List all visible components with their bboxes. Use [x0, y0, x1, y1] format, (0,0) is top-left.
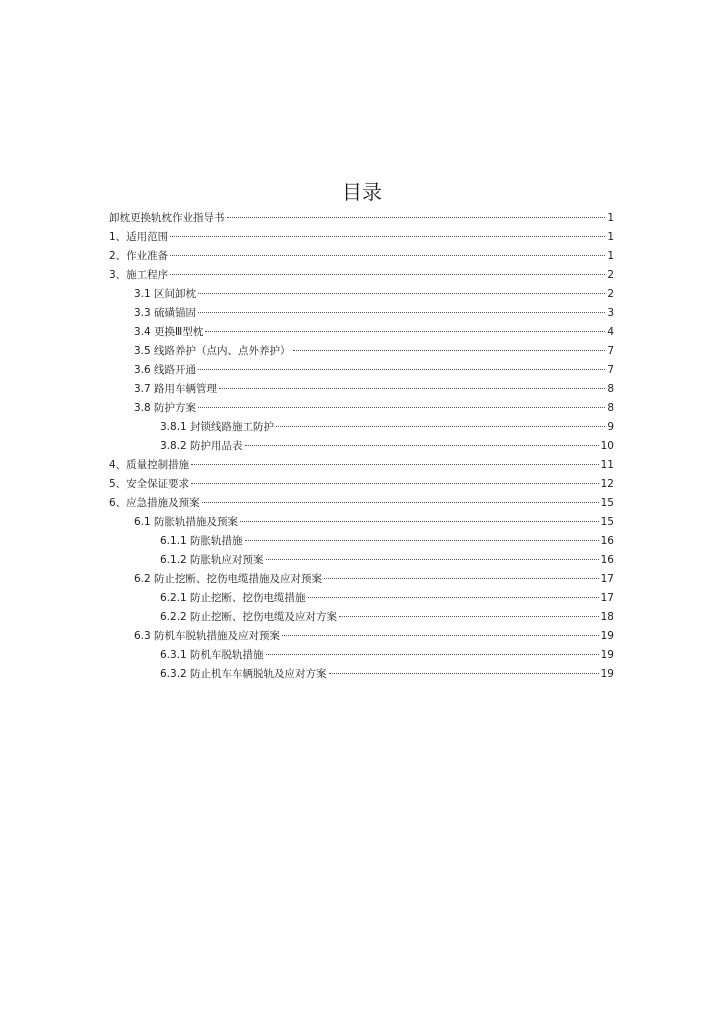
toc-entry-text: 1、适用范围 [109, 231, 169, 243]
toc-page-number: 11 [600, 459, 614, 471]
toc-dot-leader [227, 217, 606, 218]
toc-dot-leader [170, 255, 605, 256]
toc-dot-leader [198, 369, 605, 370]
toc-dot-leader [205, 331, 605, 332]
toc-entry[interactable] [109, 532, 614, 551]
toc-page-number: 3 [607, 307, 614, 319]
toc-entry-text: 3.8.2 防护用品表 [160, 440, 243, 452]
toc-entry[interactable] [109, 570, 614, 589]
toc-entry[interactable] [109, 589, 614, 608]
toc-dot-leader [191, 483, 598, 484]
toc-dot-leader [170, 236, 605, 237]
toc-page-number: 19 [600, 649, 614, 661]
toc-entry[interactable] [109, 342, 614, 361]
toc-page-number: 4 [607, 326, 614, 338]
toc-page-number: 1 [607, 231, 614, 243]
toc-entry[interactable] [109, 209, 614, 228]
toc-page-number: 16 [600, 535, 614, 547]
toc-entry-text: 3.6 线路开通 [134, 364, 197, 376]
toc-page-number: 15 [600, 497, 614, 509]
toc-dot-leader [219, 388, 605, 389]
toc-entry-text: 6.3.2 防止机车车辆脱轨及应对方案 [160, 668, 327, 680]
toc-entry-text: 2、作业准备 [109, 250, 169, 262]
toc-entry[interactable] [109, 551, 614, 570]
toc-page-number: 8 [607, 383, 614, 395]
toc-entry-text: 6.3 防机车脱轨措施及应对预案 [134, 630, 281, 642]
toc-entry-text: 3.8.1 封锁线路施工防护 [160, 421, 275, 433]
toc-dot-leader [266, 654, 599, 655]
toc-entry[interactable] [109, 665, 614, 684]
toc-entry[interactable] [109, 627, 614, 646]
toc-entry[interactable] [109, 418, 614, 437]
toc-page-number: 7 [607, 364, 614, 376]
toc-entry[interactable] [109, 380, 614, 399]
toc-entry[interactable] [109, 513, 614, 532]
toc-dot-leader [339, 616, 599, 617]
toc-page-number: 1 [607, 250, 614, 262]
toc-entry-text: 3.7 路用车辆管理 [134, 383, 218, 395]
toc-page-number: 8 [607, 402, 614, 414]
toc-dot-leader [276, 426, 605, 427]
toc-dot-leader [191, 464, 598, 465]
toc-dot-leader [198, 312, 605, 313]
toc-entry[interactable] [109, 494, 614, 513]
toc-page-number: 19 [600, 668, 614, 680]
toc-entry-text: 卸枕更换轨枕作业指导书 [109, 212, 225, 224]
toc-page-number: 7 [607, 345, 614, 357]
toc-dot-leader [245, 540, 599, 541]
toc-entry[interactable] [109, 361, 614, 380]
toc-title: 目录 [342, 180, 382, 204]
toc-page-number: 12 [600, 478, 614, 490]
toc-page-number: 1 [607, 212, 614, 224]
toc-page-number: 17 [600, 573, 614, 585]
toc-dot-leader [324, 578, 599, 579]
toc-entry-text: 3.4 更换Ⅲ型枕 [134, 326, 204, 338]
toc-entry[interactable] [109, 323, 614, 342]
toc-page-number: 18 [600, 611, 614, 623]
toc-entry[interactable] [109, 608, 614, 627]
toc-page-number: 9 [607, 421, 614, 433]
toc-page-number: 19 [600, 630, 614, 642]
toc-dot-leader [282, 635, 599, 636]
toc-entry-text: 3、施工程序 [109, 269, 169, 281]
toc-dot-leader [245, 445, 599, 446]
toc-dot-leader [202, 502, 599, 503]
toc-dot-leader [170, 274, 605, 275]
toc-entry-text: 6、应急措施及预案 [109, 497, 200, 509]
toc-entry-text: 6.1.1 防胀轨措施 [160, 535, 243, 547]
toc-entry[interactable] [109, 285, 614, 304]
toc-entry[interactable] [109, 437, 614, 456]
toc-entry-text: 5、安全保证要求 [109, 478, 190, 490]
toc-entry-text: 3.8 防护方案 [134, 402, 197, 414]
toc-dot-leader [198, 407, 605, 408]
toc-entry[interactable] [109, 228, 614, 247]
toc-entry-text: 4、质量控制措施 [109, 459, 190, 471]
toc-dot-leader [329, 673, 599, 674]
toc-entry-text: 6.1 防胀轨措施及预案 [134, 516, 239, 528]
toc-entry[interactable] [109, 399, 614, 418]
toc-page-number: 17 [600, 592, 614, 604]
table-of-contents [109, 209, 614, 684]
toc-entry-text: 6.2.2 防止挖断、挖伤电缆及应对方案 [160, 611, 338, 623]
toc-entry[interactable] [109, 475, 614, 494]
toc-entry[interactable] [109, 646, 614, 665]
toc-page-number: 2 [607, 288, 614, 300]
toc-page-number: 15 [600, 516, 614, 528]
toc-entry[interactable] [109, 266, 614, 285]
toc-entry-text: 3.3 硫磺锚固 [134, 307, 197, 319]
toc-dot-leader [308, 597, 599, 598]
toc-dot-leader [293, 350, 606, 351]
toc-dot-leader [266, 559, 599, 560]
toc-entry[interactable] [109, 304, 614, 323]
toc-page-number: 2 [607, 269, 614, 281]
toc-entry-text: 6.1.2 防胀轨应对预案 [160, 554, 264, 566]
toc-entry-text: 3.1 区间卸枕 [134, 288, 197, 300]
toc-entry-text: 3.5 线路养护（点内、点外养护） [134, 345, 291, 357]
toc-entry[interactable] [109, 456, 614, 475]
toc-page-number: 16 [600, 554, 614, 566]
toc-entry[interactable] [109, 247, 614, 266]
toc-dot-leader [240, 521, 599, 522]
toc-entry-text: 6.2.1 防止挖断、挖伤电缆措施 [160, 592, 306, 604]
toc-page-number: 10 [600, 440, 614, 452]
toc-entry-text: 6.3.1 防机车脱轨措施 [160, 649, 264, 661]
toc-entry-text: 6.2 防止挖断、挖伤电缆措施及应对预案 [134, 573, 323, 585]
toc-dot-leader [198, 293, 605, 294]
